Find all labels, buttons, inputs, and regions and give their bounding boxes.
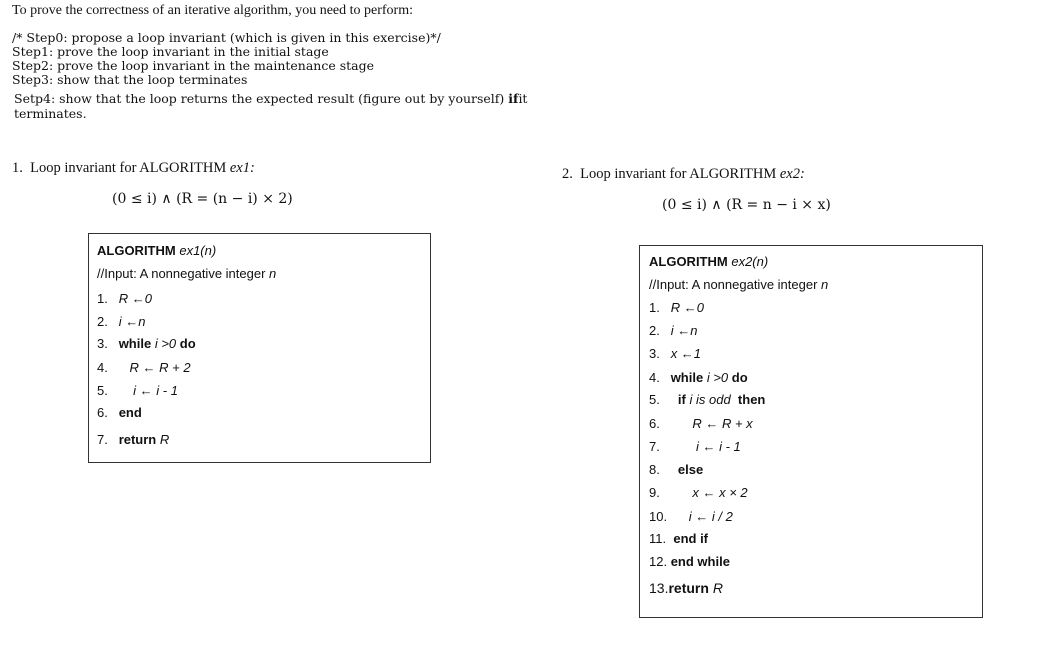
ex1-title-label: ALGORITHM: [97, 243, 176, 258]
line-code: x ←1: [670, 346, 702, 361]
line-number: 2.: [97, 314, 108, 329]
ex1-heading-text: Loop invariant for ALGORITHM: [30, 160, 227, 176]
step4-main: Setp4: show that the loop returns the expected result (figure out by yourself): [14, 91, 505, 106]
ex2-heading-text: Loop invariant for ALGORITHM: [580, 166, 777, 182]
line-code: R ←0: [118, 291, 152, 306]
line-code: i ←n: [118, 314, 146, 329]
keyword: end: [118, 405, 142, 420]
line-code: i ← i - 1: [133, 383, 178, 398]
ex1-line-7: [97, 432, 169, 447]
ex1-line-2: [97, 314, 145, 329]
line-number: 6.: [649, 416, 660, 431]
keyword: return: [118, 432, 157, 447]
keyword: do: [179, 336, 196, 351]
ex2-input-text: //Input: A nonnegative integer: [649, 277, 818, 292]
ex2-line-2: [649, 323, 697, 338]
line-number: 3.: [649, 346, 660, 361]
line-code: R ← R + 2: [129, 360, 191, 375]
ex2-line-5: [649, 392, 765, 407]
algorithm-ex2-box: [639, 245, 983, 618]
line-number: 11.: [649, 531, 667, 546]
ex1-line-4: [97, 360, 191, 375]
ex2-line-3: [649, 346, 701, 361]
line-number: 5.: [649, 392, 660, 407]
line-number: 2.: [649, 323, 660, 338]
ex1-input-var: n: [269, 266, 277, 281]
ex1-invariant: (0 ≤ i) ∧ (R = (n − i) × 2): [112, 191, 293, 207]
ex2-line-9: [649, 485, 748, 500]
line-code: i is odd: [689, 392, 731, 407]
ex2-line-10: [649, 509, 733, 524]
keyword: then: [737, 392, 766, 407]
step4-text: [14, 92, 527, 107]
ex2-title-sig: ex2(n): [731, 254, 769, 269]
line-code: i ← i - 1: [695, 439, 741, 454]
line-code: i >0: [154, 336, 177, 351]
keyword: end while: [670, 554, 730, 569]
line-code: i ←n: [670, 323, 698, 338]
step4-cont: terminates.: [14, 106, 87, 121]
ex1-heading-num: 1.: [12, 160, 23, 176]
line-number: 4.: [97, 360, 108, 375]
ex2-input-var: n: [821, 277, 829, 292]
ex1-box-title: [97, 243, 216, 258]
line-number: 9.: [649, 485, 660, 500]
step1-text: Step1: prove the loop invariant in the initial stage: [12, 44, 329, 59]
keyword: do: [731, 370, 748, 385]
line-number: 10.: [649, 509, 668, 524]
ex2-box-title: [649, 254, 768, 269]
line-code: R ←0: [670, 300, 704, 315]
step2-text: Step2: prove the loop invariant in the maintenance stage: [12, 58, 375, 73]
ex2-line-12: [649, 554, 730, 569]
keyword: return: [668, 580, 709, 596]
step4-if: if: [508, 91, 519, 106]
line-number: 5.: [97, 383, 108, 398]
ex2-line-11: [649, 531, 708, 546]
ex1-input-line: [97, 266, 276, 281]
line-code: i ← i / 2: [688, 509, 733, 524]
ex1-line-6: [97, 405, 142, 420]
ex1-line-5: [97, 383, 178, 398]
line-number: 1.: [649, 300, 660, 315]
keyword: while: [118, 336, 152, 351]
ex2-line-7: [649, 439, 741, 454]
line-number: 1.: [97, 291, 108, 306]
ex1-heading: [12, 160, 255, 177]
ex2-line-8: [649, 462, 703, 477]
line-number: 12.: [649, 554, 668, 569]
ex1-line-1: [97, 291, 152, 306]
step0-text: /* Step0: propose a loop invariant (which is given in this exercise)*/: [12, 30, 441, 45]
line-code: R ← R + x: [692, 416, 753, 431]
line-number: 8.: [649, 462, 660, 477]
ex2-input-line: [649, 277, 828, 292]
line-code: i >0: [706, 370, 729, 385]
ex1-line-3: [97, 336, 196, 351]
line-code: R: [159, 432, 170, 447]
ex2-heading-name: ex2:: [779, 166, 805, 182]
keyword: else: [677, 462, 704, 477]
algorithm-ex1-box: [88, 233, 431, 463]
ex1-title-sig: ex1(n): [179, 243, 217, 258]
ex2-line-1: [649, 300, 704, 315]
ex2-line-13: [649, 580, 723, 596]
ex1-heading-name: ex1:: [229, 160, 255, 176]
line-number: 7.: [649, 439, 660, 454]
keyword: if: [677, 392, 686, 407]
line-number: 4.: [649, 370, 660, 385]
ex2-line-4: [649, 370, 748, 385]
ex2-invariant: (0 ≤ i) ∧ (R = n − i × x): [662, 197, 831, 213]
ex1-input-text: //Input: A nonnegative integer: [97, 266, 266, 281]
line-number: 3.: [97, 336, 108, 351]
line-number: 6.: [97, 405, 108, 420]
step4-it: it: [518, 91, 528, 106]
line-number: 13.: [649, 580, 669, 596]
keyword: end if: [673, 531, 709, 546]
keyword: while: [670, 370, 704, 385]
ex2-line-6: [649, 416, 753, 431]
line-code: x ← x × 2: [692, 485, 748, 500]
step3-text: Step3: show that the loop terminates: [12, 72, 248, 87]
line-number: 7.: [97, 432, 108, 447]
line-code: R: [712, 580, 723, 596]
ex2-heading-num: 2.: [562, 166, 573, 182]
intro-title: To prove the correctness of an iterative algorithm, you need to perform:: [12, 3, 413, 18]
ex2-title-label: ALGORITHM: [649, 254, 728, 269]
ex2-heading: [562, 166, 805, 183]
